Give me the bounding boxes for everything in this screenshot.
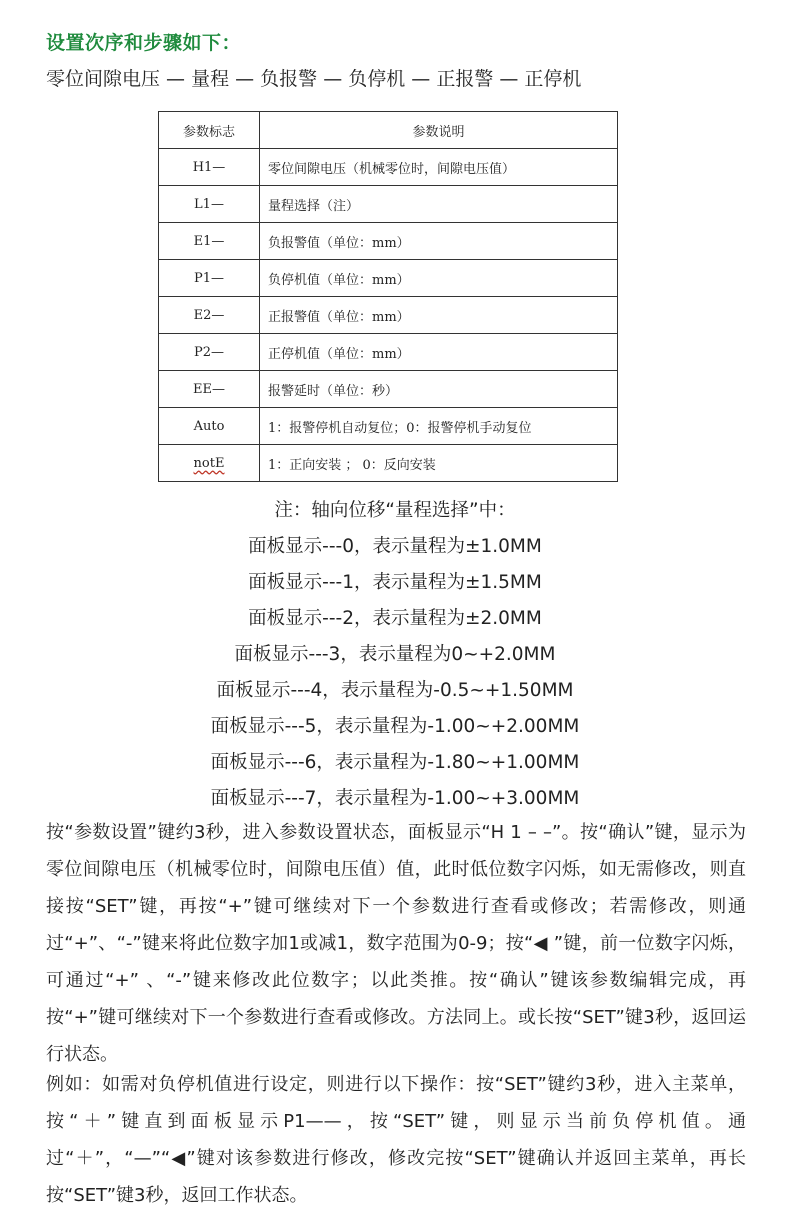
param-flag: H1—	[159, 149, 260, 186]
table-row	[159, 149, 618, 186]
note-line: 面板显示---1，表示量程为±1.5MM	[248, 572, 542, 593]
table-row	[159, 408, 618, 445]
param-flag-text: notE	[193, 455, 225, 471]
table-row	[159, 260, 618, 297]
param-description: 负报警值（单位：mm）	[260, 223, 618, 260]
note-line: 面板显示---6，表示量程为-1.80~+1.00MM	[210, 752, 580, 773]
param-flag: EE—	[159, 371, 260, 408]
note-title: 注：轴向位移“量程选择”中：	[274, 500, 516, 521]
header-description: 参数说明	[260, 112, 618, 149]
param-flag: L1—	[159, 186, 260, 223]
param-description: 零位间隙电压（机械零位时，间隙电压值）	[260, 149, 618, 186]
note-line: 面板显示---4，表示量程为-0.5~+1.50MM	[216, 680, 574, 701]
param-flag	[159, 445, 260, 482]
table-row	[159, 223, 618, 260]
table-row	[159, 186, 618, 223]
note-line: 面板显示---5，表示量程为-1.00~+2.00MM	[210, 716, 580, 737]
table-row	[159, 371, 618, 408]
param-flag: P2—	[159, 334, 260, 371]
header-flag: 参数标志	[159, 112, 260, 149]
param-description: 正停机值（单位：mm）	[260, 334, 618, 371]
param-description: 负停机值（单位：mm）	[260, 260, 618, 297]
range-note	[0, 493, 790, 817]
table-header-row	[159, 112, 618, 149]
instructions-paragraph: 按“参数设置”键约3秒，进入参数设置状态，面板显示“H 1 – –”。按“确认”键，显示为零位间隙电压（机械零位时，间隙电压值）值，此时低位数字闪烁，如无需修改，则直接按“SET”键，再按“+”键可继续对下一个参数进行查看或修改；若需修改，则通过“+”、“-”键来将此位数字加1或减1，数字范围为0-9；按“◀ ”键，前一位数字闪烁，可通过“+” 、“-”键来修改此位数字；以此类推。按“确认”键该参数编辑完成，再按“+”键可继续对下一个参数进行查看或修改。方法同上。或长按“SET”键3秒，返回运行状态。	[46, 822, 746, 1065]
table-row	[159, 297, 618, 334]
section-heading: 设置次序和步骤如下：	[46, 32, 242, 54]
param-description: 量程选择（注）	[260, 186, 618, 223]
param-description: 1：报警停机自动复位；0：报警停机手动复位	[260, 408, 618, 445]
param-flag: E1—	[159, 223, 260, 260]
param-description: 报警延时（单位：秒）	[260, 371, 618, 408]
note-line: 面板显示---2，表示量程为±2.0MM	[248, 608, 542, 629]
table-row	[159, 445, 618, 482]
param-description: 正报警值（单位：mm）	[260, 297, 618, 334]
param-flag: E2—	[159, 297, 260, 334]
example-paragraph: 例如：如需对负停机值进行设定，则进行以下操作：按“SET”键约3秒，进入主菜单，按“＋”键直到面板显示P1——，按“SET”键，则显示当前负停机值。通过“＋”，“—”“◀”键对该参数进行修改，修改完按“SET”键确认并返回主菜单，再长按“SET”键3秒，返回工作状态。	[46, 1074, 746, 1206]
table-row	[159, 334, 618, 371]
setting-sequence: 零位间隙电压 — 量程 — 负报警 — 负停机 — 正报警 — 正停机	[46, 68, 582, 90]
note-line: 面板显示---0，表示量程为±1.0MM	[248, 536, 542, 557]
param-description: 1：正向安装 ； 0：反向安装	[260, 445, 618, 482]
note-line: 面板显示---7，表示量程为-1.00~+3.00MM	[210, 788, 580, 809]
param-flag: Auto	[159, 408, 260, 445]
param-flag: P1—	[159, 260, 260, 297]
note-line: 面板显示---3，表示量程为0~+2.0MM	[234, 644, 556, 665]
parameter-table	[158, 111, 618, 482]
